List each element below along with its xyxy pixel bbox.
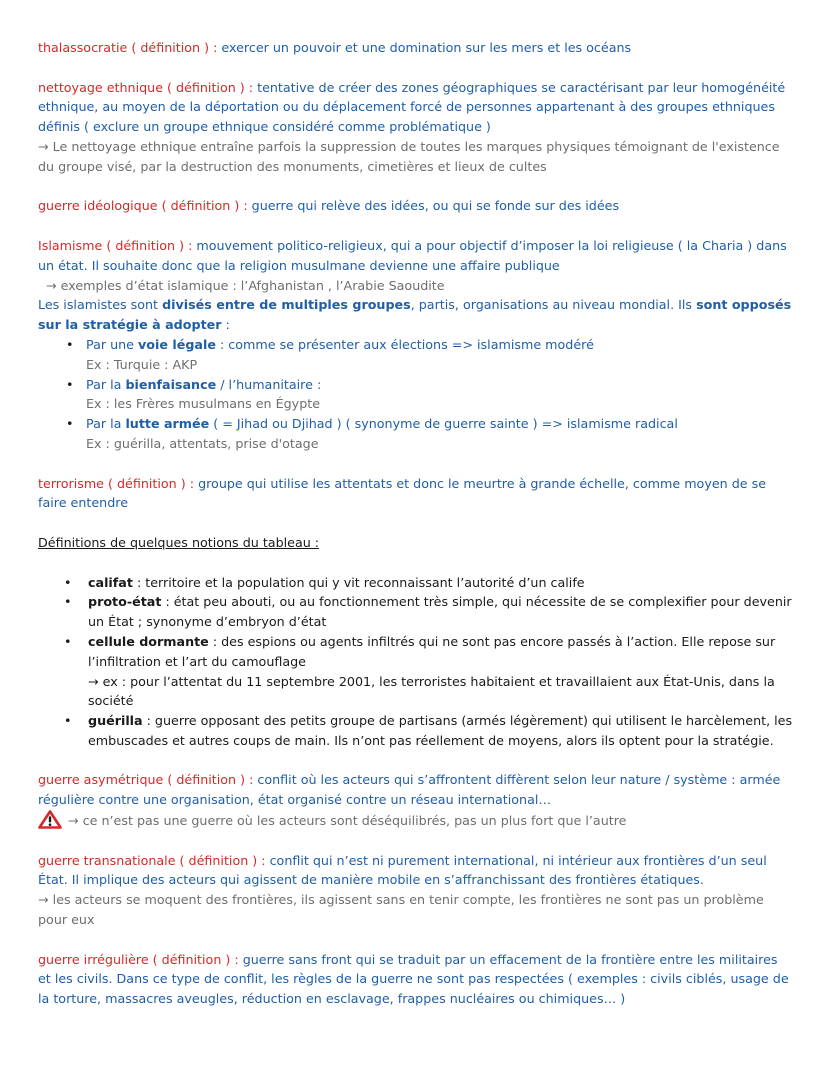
term-label: nettoyage ethnique ( définition ) :	[38, 79, 254, 95]
term-label: guerre asymétrique ( définition ) :	[38, 772, 254, 788]
paragraph-text: Les islamistes sont	[38, 297, 163, 313]
entry-nettoyage-ethnique	[38, 78, 793, 137]
note-line	[38, 810, 793, 831]
warning-triangle-icon	[38, 810, 62, 829]
bold-term: cellule dormante	[88, 633, 209, 649]
definition-text: exercer un pouvoir et une domination sur les mers et les océans	[217, 40, 632, 55]
section-heading: Définitions de quelques notions du tableau :	[38, 534, 320, 550]
paragraph-text: , partis, organisations au niveau mondial. Ils	[410, 297, 697, 313]
list-item	[86, 375, 793, 395]
definition-text: groupe qui utilise les attentats et donc le meurtre à grande échelle, comme moyen de se faire entendre	[38, 475, 767, 511]
notions-list	[38, 573, 793, 751]
term-label: thalassocratie ( définition ) :	[38, 40, 218, 55]
definition-text: conflit qui n’est ni purement international, ni intérieur aux frontières d’un seul État. Il implique des acteurs qui agissent de manière mobile en s’affranchissant des frontières étatiques.	[38, 852, 767, 888]
bold-phrase: sont opposés sur la stratégie à adopter	[38, 297, 792, 333]
entry-guerre-ideologique	[38, 196, 793, 216]
definition-text: guerre qui relève des idées, ou qui se fonde sur des idées	[247, 198, 620, 214]
item-text: : guerre opposant des petits groupe de partisans (armés légèrement) qui utilisent le harcèlement, les embuscades et autres coups de main. Ils n’ont pas réellement de moyens, alors ils optent pour la stratégie.	[88, 713, 793, 748]
definition-text: mouvement politico-religieux, qui a pour objectif d’imposer la loi religieuse ( la Charia ) dans un état. Il souhaite donc que la religion musulmane devienne une affaire publique	[38, 237, 787, 273]
strategy-list	[38, 414, 793, 434]
entry-thalassocratie	[38, 38, 793, 58]
bold-term: guérilla	[88, 713, 143, 729]
note-text: → ce n’est pas une guerre où les acteurs sont déséquilibrés, pas un plus fort que l’autre	[68, 813, 627, 829]
entry-islamisme	[38, 236, 793, 276]
note-text: → exemples d’état islamique : l’Afghanistan , l’Arabie Saoudite	[46, 277, 445, 293]
note-text: → Le nettoyage ethnique entraîne parfois la suppression de toutes les marques physiques témoignant de l'existence du groupe visé, par la destruction des monuments, cimetières et lieux de cultes	[38, 138, 780, 174]
item-text: ( = Jihad ou Djihad ) ( synonyme de guerre sainte ) => islamisme radical	[209, 416, 678, 432]
item-text: Par une	[86, 336, 139, 352]
list-item	[88, 592, 793, 632]
bold-phrase: bienfaisance	[125, 376, 217, 392]
definition-text: guerre sans front qui se traduit par un effacement de la frontière entre les militaires et les civils. Dans ce type de conflit, les règles de la guerre ne sont pas respectées ( exemples : civils ciblés, usage de la torture, massacres aveugles, réduction en esclavage, frappes nucléaires ou chimiques… )	[38, 951, 789, 1007]
example-text: Ex : Turquie : AKP	[86, 356, 198, 372]
entry-terrorisme	[38, 474, 793, 514]
term-label: guerre idéologique ( définition ) :	[38, 198, 248, 214]
note-text: → ex : pour l’attentat du 11 septembre 2001, les terroristes habitaient et travaillaient aux État-Unis, dans la société	[88, 673, 775, 709]
entry-guerre-transnationale	[38, 851, 793, 891]
item-text: Par la	[86, 376, 126, 392]
item-text: : des espions ou agents infiltrés qui ne sont pas encore passés à l’action. Elle repose sur l’infiltration et l’art du camouflage	[88, 633, 776, 669]
list-item	[88, 573, 793, 593]
strategy-list	[38, 375, 793, 395]
item-text: : état peu abouti, ou au fonctionnement très simple, qui nécessite de se complexifier pour devenir un État ; synonyme d’embryon d’état	[88, 594, 792, 630]
list-item	[88, 632, 793, 711]
example-text: Ex : les Frères musulmans en Égypte	[86, 396, 321, 412]
item-text: : territoire et la population qui y vit reconnaissant l’autorité d’un calife	[132, 574, 585, 590]
item-text: Par la	[86, 416, 126, 432]
term-label: Islamisme ( définition ) :	[38, 237, 193, 253]
list-item	[86, 335, 793, 355]
strategy-list	[38, 335, 793, 355]
islamisme-groups-paragraph	[38, 295, 793, 335]
paragraph-text: :	[221, 317, 230, 333]
bold-phrase: divisés entre de multiples groupes	[162, 297, 411, 313]
term-label: terrorisme ( définition ) :	[38, 475, 195, 491]
list-item	[86, 414, 793, 434]
term-label: guerre irrégulière ( définition ) :	[38, 951, 239, 967]
bold-phrase: voie légale	[138, 336, 216, 352]
document-page	[38, 38, 793, 1009]
example-text: Ex : guérilla, attentats, prise d'otage	[86, 435, 319, 451]
note-text: → les acteurs se moquent des frontières, ils agissent sans en tenir compte, les frontières ne sont pas un problème pour eux	[38, 892, 764, 928]
bold-phrase: lutte armée	[125, 416, 210, 432]
item-text: / l’humanitaire :	[216, 376, 322, 392]
term-label: guerre transnationale ( définition ) :	[38, 852, 266, 868]
bold-term: proto-état	[88, 594, 162, 610]
entry-guerre-irreguliere	[38, 950, 793, 1009]
definition-text: conflit où les acteurs qui s’affrontent diffèrent selon leur nature / système : armée régulière contre une organisation, état organisé contre un réseau international…	[38, 772, 781, 808]
item-text: : comme se présenter aux élections => islamisme modéré	[215, 336, 594, 352]
entry-guerre-asymetrique	[38, 770, 793, 810]
bold-term: califat	[88, 574, 133, 590]
definition-text: tentative de créer des zones géographiques se caractérisant par leur homogénéité ethnique, au moyen de la déportation ou du déplacement forcé de personnes appartenant à des groupes ethniques définis ( exclure un groupe ethnique considéré comme problématique )	[38, 79, 786, 135]
list-item	[88, 711, 793, 751]
